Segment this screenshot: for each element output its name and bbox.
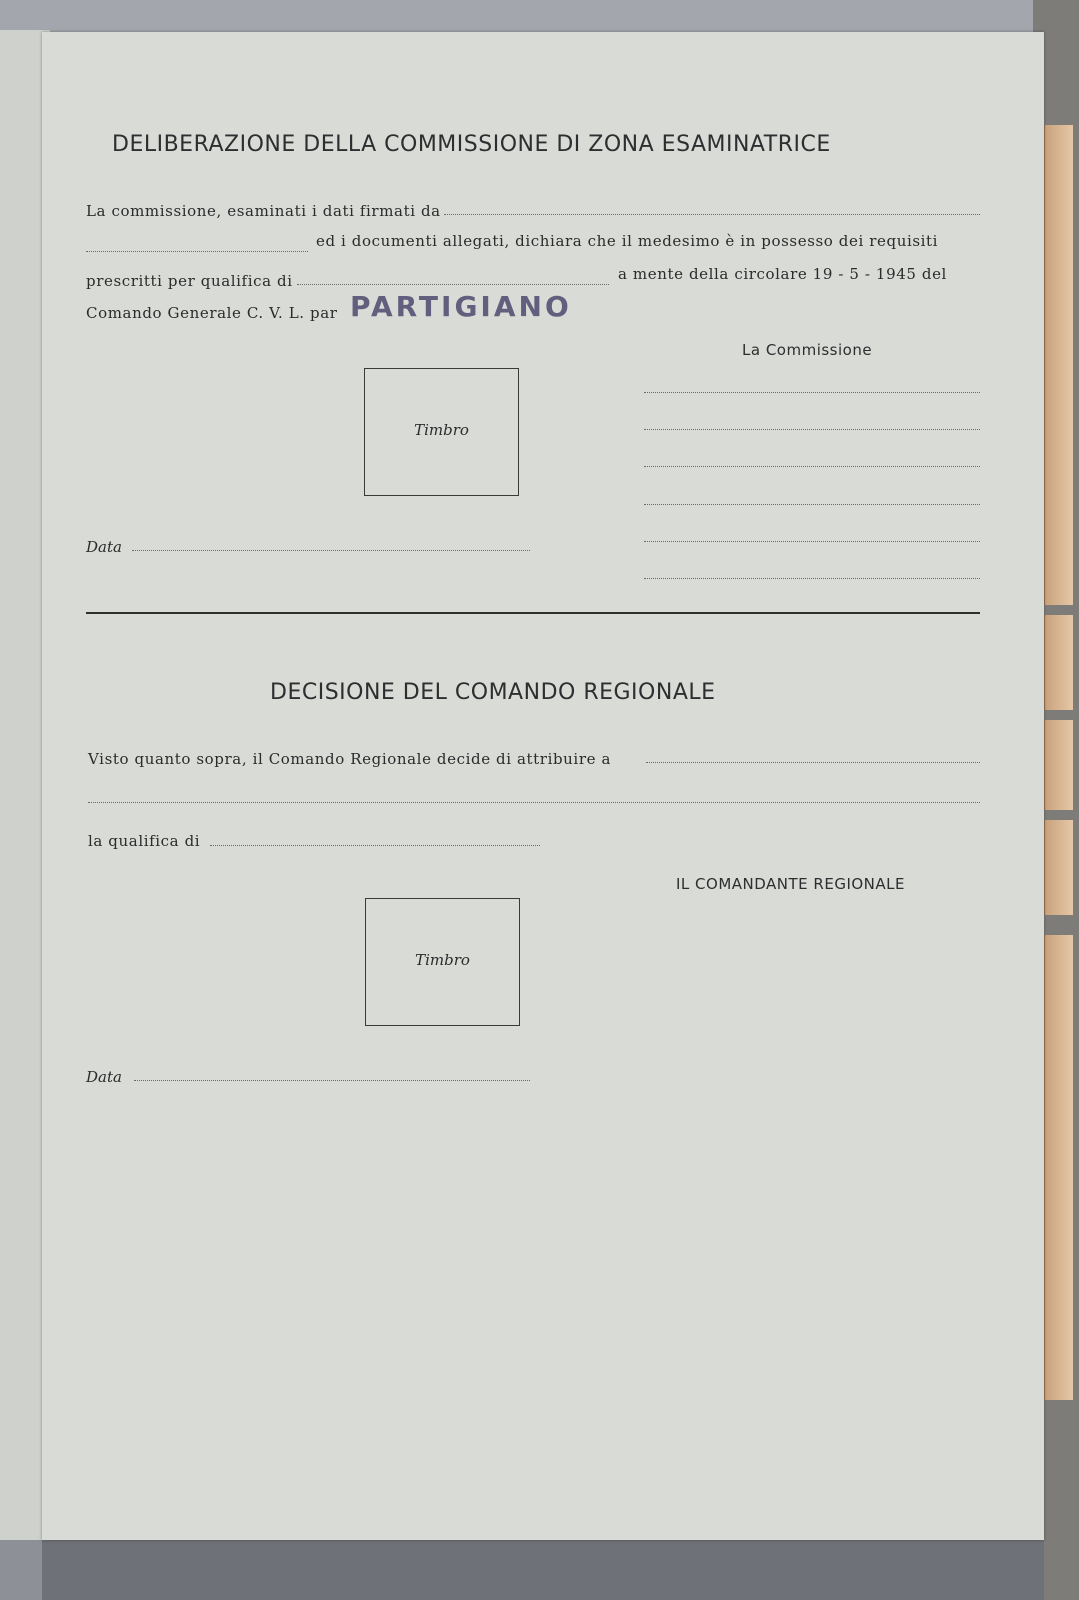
fill-line-qualifica — [297, 284, 609, 285]
timbro-label: Timbro — [414, 421, 469, 439]
signature-line-6 — [644, 578, 980, 579]
signature-line-3 — [644, 466, 980, 467]
commission-line3a: prescritti per qualifica di — [86, 272, 293, 290]
binder-tab — [1043, 615, 1073, 710]
signature-line-2 — [644, 429, 980, 430]
timbro-label: Timbro — [415, 951, 470, 969]
section2-title: DECISIONE DEL COMANDO REGIONALE — [270, 680, 716, 705]
data-line-1 — [132, 550, 530, 551]
commission-line3b: a mente della circolare 19 - 5 - 1945 del — [618, 265, 947, 283]
signature-line-4 — [644, 504, 980, 505]
signature-line-1 — [644, 392, 980, 393]
commander-label: IL COMANDANTE REGIONALE — [676, 875, 905, 893]
data-label-1: Data — [86, 538, 122, 556]
data-label-2: Data — [86, 1068, 122, 1086]
timbro-box-2 — [365, 898, 520, 1026]
decision-line2: la qualifica di — [88, 832, 201, 850]
commission-line1: La commissione, esaminati i dati firmati da — [86, 202, 441, 220]
decision-line1: Visto quanto sopra, il Comando Regionale decide di attribuire a — [88, 750, 611, 768]
signature-line-5 — [644, 541, 980, 542]
document-sheet — [42, 32, 1044, 1540]
timbro-box-1 — [364, 368, 519, 496]
binder-tab — [1043, 125, 1073, 605]
partigiano-stamp: PARTIGIANO — [350, 290, 572, 323]
binder-tab — [1043, 935, 1073, 1400]
fill-line-attribuire — [646, 762, 980, 763]
binder-tab — [1043, 720, 1073, 810]
fill-line-attribuire-cont — [88, 802, 980, 803]
fill-line-signer-cont — [86, 251, 308, 252]
commission-label: La Commissione — [742, 341, 873, 359]
section-divider — [86, 612, 980, 614]
commission-line4: Comando Generale C. V. L. par — [86, 304, 338, 322]
section1-title: DELIBERAZIONE DELLA COMMISSIONE DI ZONA ESAMINATRICE — [112, 132, 831, 157]
shadow — [42, 1540, 1044, 1600]
fill-line-qualifica-2 — [210, 845, 540, 846]
binder-tab — [1043, 820, 1073, 915]
data-line-2 — [134, 1080, 530, 1081]
fill-line-signer — [444, 214, 980, 215]
commission-line2: ed i documenti allegati, dichiara che il medesimo è in possesso dei requisiti — [316, 232, 939, 250]
